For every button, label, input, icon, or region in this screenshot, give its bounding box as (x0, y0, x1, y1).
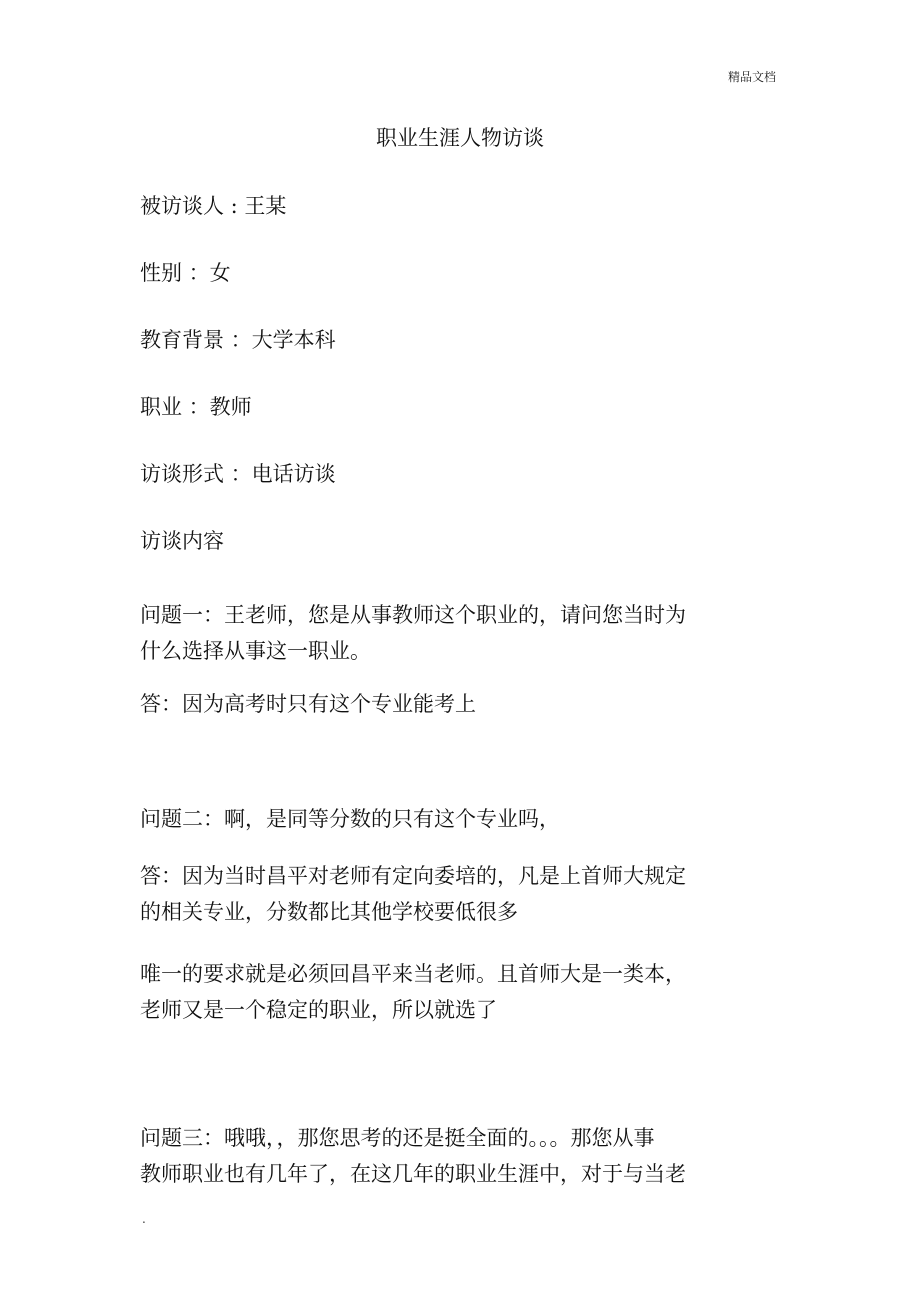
occupation-line: 职业 ：教师 (140, 395, 252, 419)
interview-format-line: 访谈形式 ：电话访谈 (140, 462, 336, 486)
answer-1: 答：因为高考时只有这个专业能考上 (140, 692, 476, 716)
gender-line: 性别 ：女 (140, 261, 231, 285)
question-1-line-1: 问题一：王老师，您是从事教师这个职业的，请问您当时为 (140, 603, 686, 627)
document-title: 职业生涯人物访谈 (376, 126, 544, 150)
header-label: 精品文档 (727, 70, 776, 84)
question-3-line-2: 教师职业也有几年了，在这几年的职业生涯中，对于与当老 (140, 1162, 686, 1186)
answer-2 (140, 858, 730, 930)
question-3 (140, 1120, 730, 1192)
answer-2-continued-line-1: 唯一的要求就是必须回昌平来当老师。且首师大是一类本， (140, 962, 686, 986)
footer-mark: . (142, 1212, 146, 1226)
education-line: 教育背景 ：大学本科 (140, 328, 336, 352)
answer-2-continued (140, 956, 730, 1028)
question-1-line-2: 什么选择从事这一职业。 (140, 639, 371, 663)
interviewee-line: 被访谈人 : 王某 (140, 194, 287, 218)
answer-2-continued-line-2: 老师又是一个稳定的职业，所以就选了 (140, 998, 497, 1022)
question-2: 问题二：啊，是同等分数的只有这个专业吗， (140, 807, 560, 831)
question-3-line-1: 问题三：哦哦，，那您思考的还是挺全面的。。。那您从事 (140, 1126, 655, 1150)
question-1 (140, 597, 730, 669)
interview-content-heading: 访谈内容 (140, 529, 224, 553)
answer-2-line-2: 的相关专业，分数都比其他学校要低很多 (140, 900, 518, 924)
answer-2-line-1: 答：因为当时昌平对老师有定向委培的，凡是上首师大规定 (140, 864, 686, 888)
